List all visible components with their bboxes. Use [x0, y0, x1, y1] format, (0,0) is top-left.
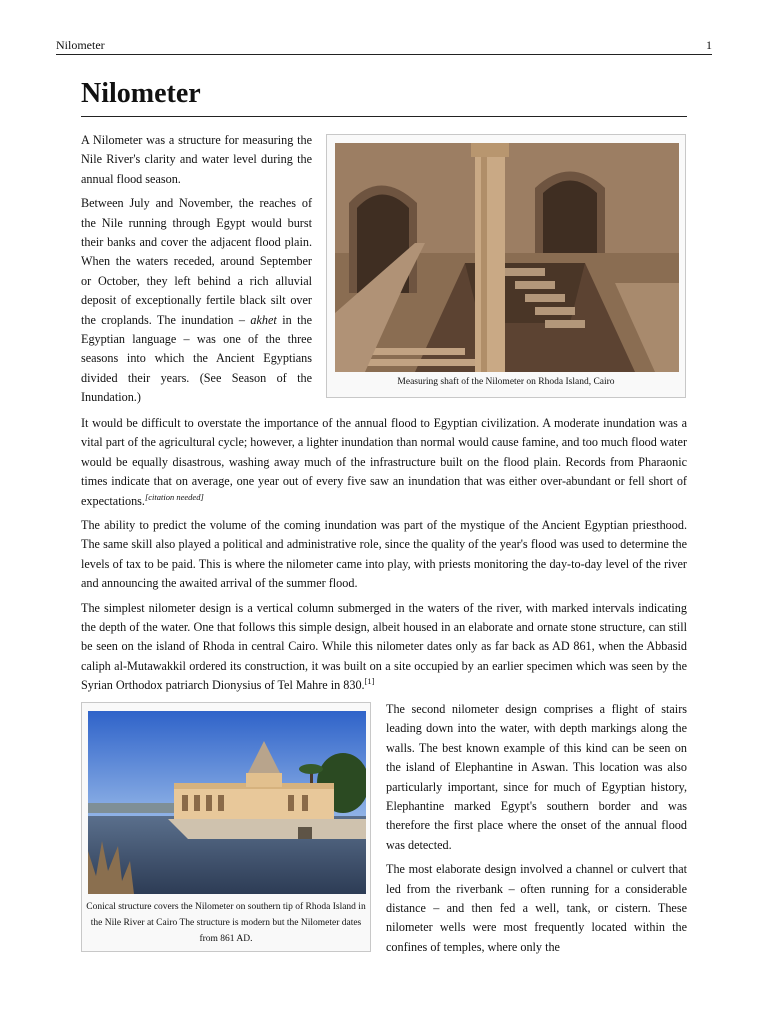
reference-link[interactable]: [1]: [364, 676, 375, 687]
right-column: [386, 700, 687, 957]
elaborate-design-paragraph: The most elaborate design involved a channel or culvert that led from the riverbank – often running for a considerable distance – and then fed a well, tank, or cistern. These nilometer wells were most frequently located within the confines of temples, where only the: [386, 862, 687, 954]
page-number: 1: [706, 38, 712, 52]
conical-structure-photo: [88, 711, 366, 894]
figure-caption: Measuring shaft of the Nilometer on Rhoda Island, Cairo: [397, 377, 615, 387]
paragraph-text: The simplest nilometer design is a vertical column submerged in the waters of the river, with marked intervals indicating the depth of the water. One that follows this simple design, albeit housed in an elaborate and ornate stone structure, can still be seen on the island of Rhoda in central Cairo. While this nilometer dates only as far back as AD 861, when the Abbasid caliph al-Mutawakkil ordered its construction, it was built on a site occupied by an earlier specimen which was seen by the Syrian Orthodox patriarch Dionysius of Tel Mahre in 830.: [81, 600, 687, 693]
priesthood-paragraph: The ability to predict the volume of the coming inundation was part of the mystique of the Ancient Egyptian priesthood. The same skill also played a political and administrative role, since the quality of the year's flood was used to determine the levels of tax to be paid. This is where the nilometer came into play, with priests monitoring the day-to-day level of the river and announcing the awaited arrival of the summer flood.: [81, 518, 687, 591]
intro-column: [81, 131, 312, 408]
akhet-term: akhet: [250, 312, 277, 327]
figure-caption: Conical structure covers the Nilometer on southern tip of Rhoda Island in the Nile River at Cairo The structure is modern but the Nilometer dates from 861 AD.: [86, 902, 366, 944]
flood-season-paragraph: [81, 194, 312, 407]
running-header: [56, 38, 712, 55]
intro-paragraph: A Nilometer was a structure for measuring the Nile River's clarity and water level during the annual flood season.: [81, 133, 312, 186]
paragraph-text: in the Egyptian language – was one of the three seasons into which the Ancient Egyptians divided their years. (See Season of the Inundation.): [81, 312, 312, 405]
measuring-shaft-photo: [335, 143, 679, 372]
body-text: [81, 414, 687, 696]
figure-conical-structure: [81, 702, 371, 952]
running-header-title: Nilometer: [56, 38, 105, 52]
second-design-paragraph: The second nilometer design comprises a flight of stairs leading down into the water, with depth markings along the walls. The best known example of this kind can be seen on the island of Elephantine in Aswan. This location was also particularly important, since for much of Egyptian history, Elephantine marked Egypt's southern border and was therefore the first place where the onset of the annual flood was detected.: [386, 702, 687, 852]
citation-needed: [citation needed]: [144, 491, 204, 502]
importance-paragraph: [81, 414, 687, 511]
page-title: Nilometer: [81, 76, 687, 117]
simplest-design-paragraph: [81, 599, 687, 696]
paragraph-text: It would be difficult to overstate the importance of the annual flood to Egyptian civilization. A moderate inundation was a vital part of the agricultural cycle; however, a lighter inundation than normal would cause famine, and too much flood water would be equally disastrous, washing away much of the infrastructure built on the flood plain. Records from Pharaonic times indicate that on average, one year out of every five saw an inundation that was either over-abundant or fell short of expectations.: [81, 416, 687, 508]
figure-measuring-shaft: [326, 134, 686, 398]
paragraph-text: Between July and November, the reaches of the Nile running through Egypt would burst their banks and cover the adjacent flood plain. When the waters receded, around September or October, they left behind a rich alluvial deposit of exceptionally fertile black silt over the croplands. The inundation –: [81, 196, 312, 327]
